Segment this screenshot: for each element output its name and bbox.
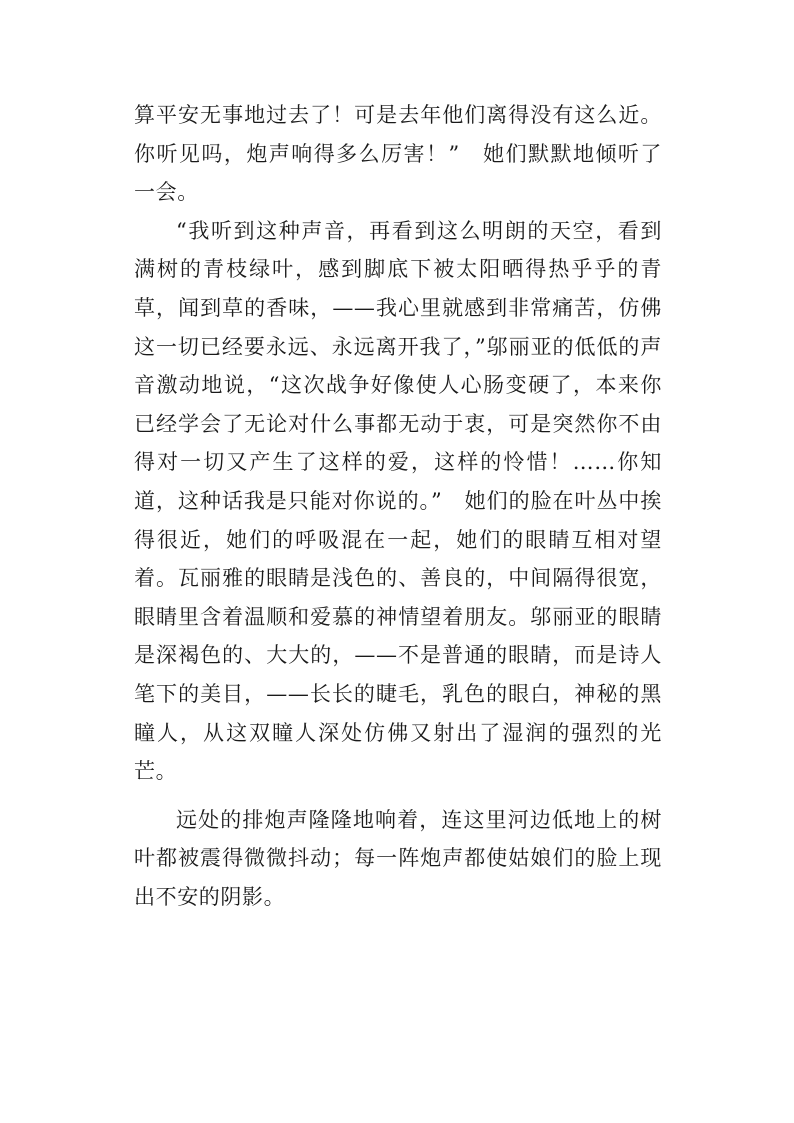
- paragraph-dialogue: “我听到这种声音，再看到这么明朗的天空，看到满树的青枝绿叶，感到脚底下被太阳晒得热乎乎的青草，闻到草的香味，——我心里就感到非常痛苦，仿佛这一切已经要永远、永远离开我了，”邬丽亚的低低的声音激动地说，“这次战争好像使人心肠变硬了，本来你已经学会了无论对什么事都无动于衷，可是突然你不由得对一切又产生了这样的爱，这样的怜惜！……你知道，这种话我是只能对你说的。” 她们的脸在叶丛中挨得很近，她们的呼吸混在一起，她们的眼睛互相对望着。瓦丽雅的眼睛是浅色的、善良的，中间隔得很宽，眼睛里含着温顺和爱慕的神情望着朋友。邬丽亚的眼睛是深褐色的、大大的，——不是普通的眼睛，而是诗人笔下的美目，——长长的睫毛，乳色的眼白，神秘的黑瞳人，从这双瞳人深处仿佛又射出了湿润的强烈的光芒。: [134, 218, 662, 784]
- document-page: [134, 96, 662, 916]
- paragraph-continuation: 算平安无事地过去了！可是去年他们离得没有这么近。你听见吗，炮声响得多么厉害！” 她们默默地倾听了一会。: [134, 103, 662, 205]
- paragraph-gunfire: 远处的排炮声隆隆地响着，连这里河边低地上的树叶都被震得微微抖动；每一阵炮声都使姑娘们的脸上现出不安的阴影。: [134, 807, 662, 909]
